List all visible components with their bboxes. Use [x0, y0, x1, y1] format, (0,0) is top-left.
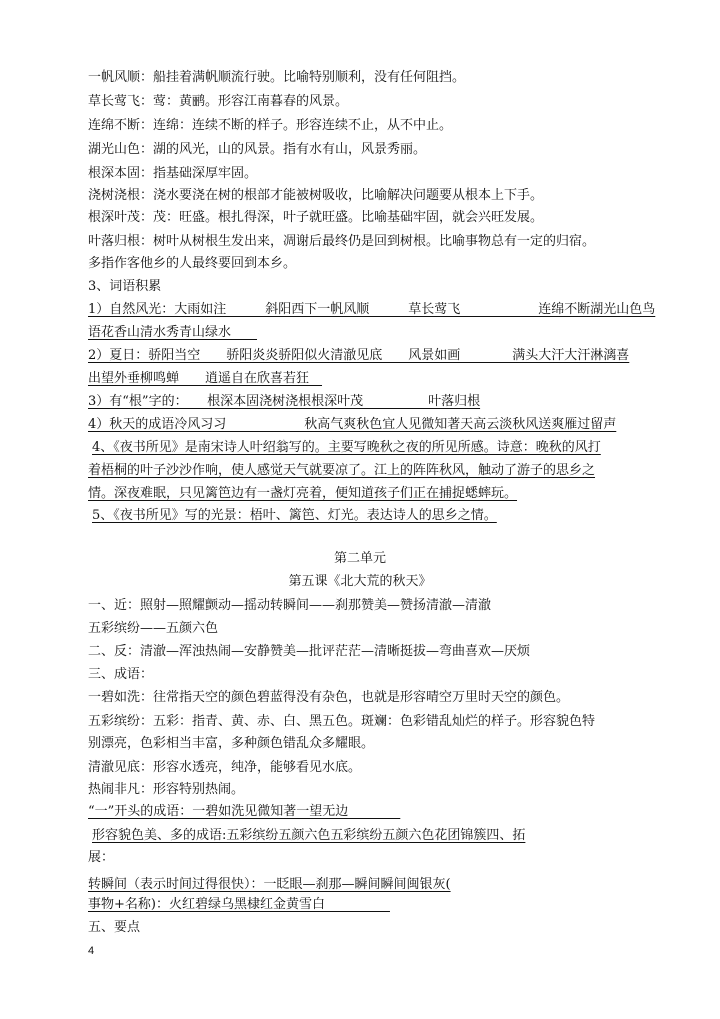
text-line: 形容貌色美、多的成语:五彩缤纷五颜六色五彩缤纷五颜六色花团锦簇四、拓: [92, 828, 526, 843]
vocab-line: 2）夏日：骄阳当空 骄阳炎炎骄阳似火清澈见底 风景如画 满头大汗大汗淋漓喜: [88, 348, 630, 363]
text-line: 清澈见底：形容水透亮，纯净，能够看见水底。: [88, 760, 362, 775]
text-line: 五彩缤纷：五彩：指青、黄、赤、白、黑五色。斑斓：色彩错乱灿烂的样子。形容貌色特: [88, 714, 596, 729]
text-line: 别漂亮，色彩相当丰富，多种颜色错乱众多耀眼。: [88, 736, 375, 751]
text-line: 五彩缤纷——五颜六色: [88, 621, 219, 636]
text-line: 湖光山色：湖的风光，山的风景。指有水有山，风景秀丽。: [88, 142, 427, 157]
paragraph-line: 4、《夜书所见》是南宋诗人叶绍翁写的。主要写晚秋之夜的所见所感。诗意：晚秋的风打: [92, 440, 601, 455]
section-heading: 三、成语：: [88, 667, 154, 682]
text-line: 一帆风顺：船挂着满帆顺流行驶。比喻特别顺利，没有任何阻挡。: [88, 70, 466, 85]
vocab-line: 语花香山清水秀青山绿水: [88, 325, 258, 340]
paragraph-line: 5、《夜书所见》写的光景：梧叶、篱笆、灯光。表达诗人的思乡之情。: [92, 508, 497, 523]
page-number: 4: [88, 945, 95, 957]
text-line: 浇树浇根：浇水要浇在树的根部才能被树吸收，比喻解决问题要从根本上下手。: [88, 188, 544, 203]
vocab-line: 3）有“根”字的： 根深本固浇树浇根根深叶茂 叶落归根: [88, 394, 481, 409]
text-line: 一、近：照射—照耀颤动—摇动转瞬间——刹那赞美—赞扬清澈—清澈: [88, 598, 492, 613]
lesson-title: 第五课《北大荒的秋天》: [288, 574, 432, 589]
text-line: 连绵不断：连绵：连续不断的样子。形容连续不止，从不中止。: [88, 118, 453, 133]
text-line: 一碧如洗：往常指天空的颜色碧蓝得没有杂色，也就是形容晴空万里时天空的颜色。: [88, 690, 570, 705]
text-line: 多指作客他乡的人最终要回到本乡。: [88, 256, 297, 271]
text-line: 事物+名称)：火红碧绿乌黑棣红金黄雪白: [88, 897, 390, 912]
text-line: 草长莺飞：莺：黄鹂。形容江南暮春的风景。: [88, 94, 349, 109]
vocab-line: 出望外垂柳鸣蝉 逍遥自在欣喜若狂: [88, 371, 323, 386]
text-line: 根深本固：指基础深厚牢固。: [88, 166, 258, 181]
vocab-line: 4）秋天的成语冷风习习 秋高气爽秋色宜人见微知著天高云淡秋风送爽雁过留声: [88, 417, 617, 432]
paragraph-line: 情。深夜难眠，只见篱笆边有一盏灯亮着，便知道孩子们正在捕捉蟋蟀玩。: [88, 486, 518, 501]
text-line: 叶落归根：树叶从树根生发出来，凋谢后最终仍是回到树根。比喻事物总有一定的归宿。: [88, 234, 596, 249]
section-heading: 五、要点: [88, 920, 141, 935]
text-line: 转瞬间（表示时间过得很快）：一眨眼—刹那—瞬间瞬间闽银灰(: [88, 877, 451, 892]
paragraph-line: 着梧桐的叶子沙沙作响，使人感觉天气就要凉了。江上的阵阵秋风，触动了游子的思乡之: [88, 463, 596, 478]
text-line: 二、反：清澈—浑浊热闹—安静赞美—批评茫茫—清晰挺拔—弯曲喜欢—厌烦: [88, 644, 531, 659]
section-heading: 3、词语积累: [88, 279, 162, 294]
unit-title: 第二单元: [333, 551, 386, 566]
vocab-line: 1）自然风光：大雨如注 斜阳西下一帆风顺 草长莺飞 连绵不断湖光山色鸟: [88, 302, 656, 317]
text-line: 根深叶茂：茂：旺盛。根扎得深，叶子就旺盛。比喻基础牢固，就会兴旺发展。: [88, 210, 544, 225]
text-line: 热闹非凡：形容特别热闹。: [88, 782, 245, 797]
text-line: 展：: [88, 850, 115, 865]
text-line: “一”开头的成语：一碧如洗见微知著一望无边: [88, 804, 401, 819]
